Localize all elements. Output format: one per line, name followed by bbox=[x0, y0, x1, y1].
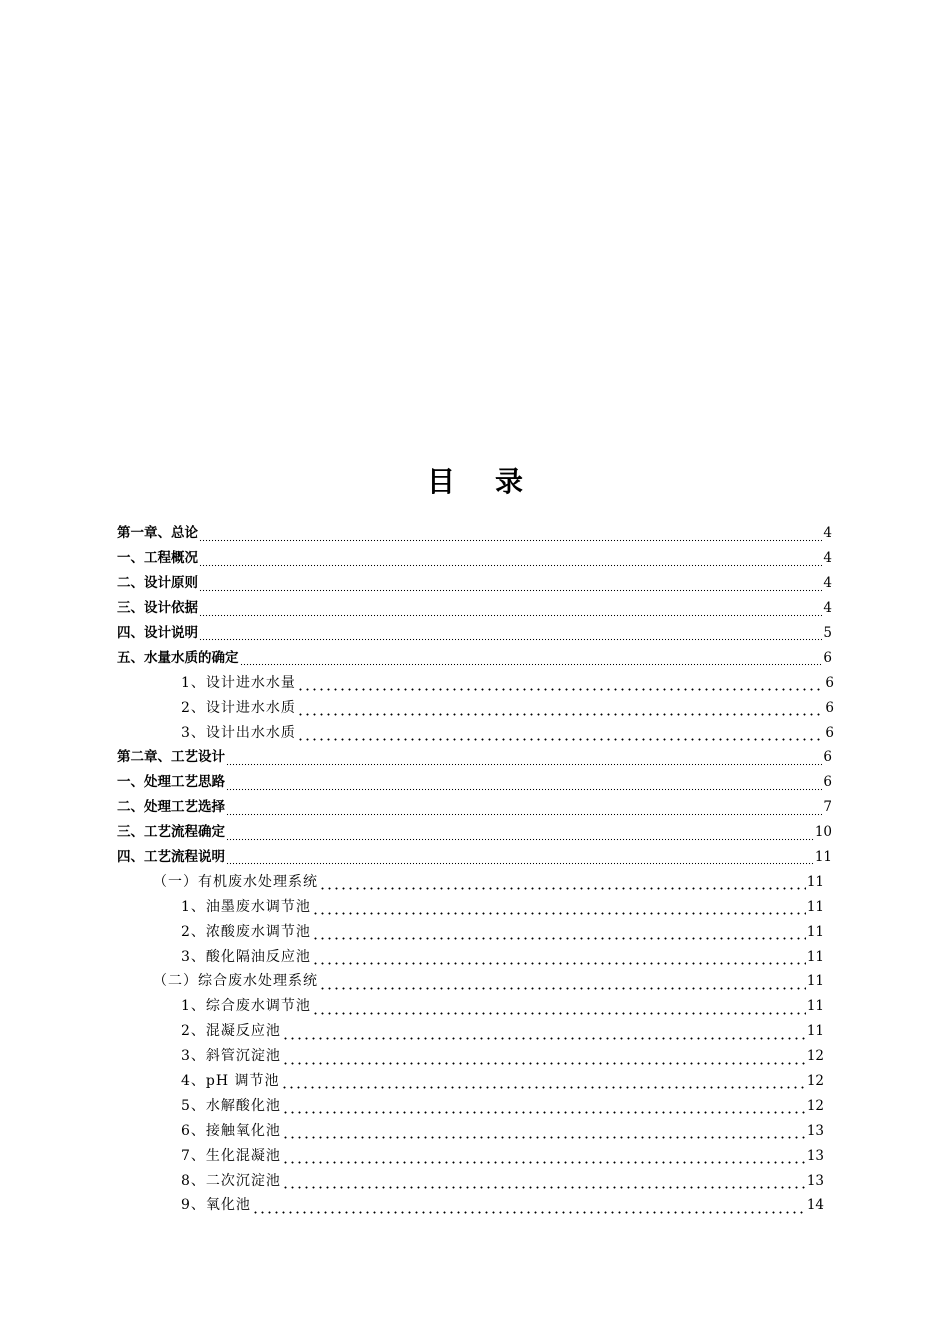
toc-entry-text: 一、处理工艺思路 bbox=[117, 774, 225, 791]
toc-entry-page: 12 bbox=[806, 1048, 824, 1065]
toc-leader-dots bbox=[297, 677, 824, 691]
toc-leader-dots bbox=[199, 578, 822, 592]
toc-entry-text: 6、接触氧化池 bbox=[181, 1122, 281, 1139]
toc-leader-dots bbox=[312, 951, 806, 965]
toc-entry-text: 二、处理工艺选择 bbox=[117, 799, 225, 816]
toc-entry-page: 13 bbox=[806, 1172, 824, 1189]
toc-entry[interactable] bbox=[0, 1093, 950, 1118]
toc-entry-page: 11 bbox=[806, 973, 824, 990]
toc-leader-dots bbox=[319, 976, 806, 990]
toc-title: 目录 bbox=[426, 465, 563, 498]
toc-entry-page: 11 bbox=[806, 1023, 824, 1040]
toc-entry[interactable] bbox=[0, 546, 950, 571]
toc-entry[interactable] bbox=[0, 944, 950, 969]
toc-entry[interactable] bbox=[0, 1019, 950, 1044]
toc-leader-dots bbox=[226, 752, 822, 766]
toc-entry[interactable] bbox=[0, 820, 950, 845]
toc-leader-dots bbox=[282, 1125, 806, 1139]
toc-entry[interactable] bbox=[0, 1069, 950, 1094]
toc-entry-text: 1、设计进水水量 bbox=[181, 674, 296, 691]
toc-entry[interactable] bbox=[0, 1168, 950, 1193]
toc-entry-page: 4 bbox=[823, 550, 832, 567]
toc-entry-text: 2、浓酸废水调节池 bbox=[181, 923, 311, 940]
toc-entry-page: 7 bbox=[823, 799, 832, 816]
toc-entry-page: 13 bbox=[806, 1122, 824, 1139]
toc-entry-page: 11 bbox=[806, 898, 824, 915]
toc-leader-dots bbox=[312, 1001, 806, 1015]
toc-entry-text: 三、工艺流程确定 bbox=[117, 824, 225, 841]
toc-entry-page: 6 bbox=[823, 749, 832, 766]
toc-entry-page: 4 bbox=[823, 600, 832, 617]
toc-entry[interactable] bbox=[0, 695, 950, 720]
toc-entry[interactable] bbox=[0, 770, 950, 795]
toc-leader-dots bbox=[282, 1026, 806, 1040]
toc-entry[interactable] bbox=[0, 571, 950, 596]
toc-entry-text: 9、氧化池 bbox=[181, 1197, 251, 1214]
toc-entry-page: 11 bbox=[814, 849, 832, 866]
toc-entry-text: 3、斜管沉淀池 bbox=[181, 1048, 281, 1065]
toc-entry-page: 5 bbox=[823, 625, 832, 641]
toc-entry[interactable] bbox=[0, 1118, 950, 1143]
toc-entry[interactable] bbox=[0, 596, 950, 621]
toc-leader-dots bbox=[199, 603, 822, 617]
toc-leader-dots bbox=[226, 827, 814, 841]
toc-entry-page: 11 bbox=[806, 998, 824, 1015]
toc-entry-text: 一、工程概况 bbox=[117, 550, 198, 567]
toc-entry-page: 6 bbox=[825, 724, 834, 741]
toc-entry[interactable] bbox=[0, 621, 950, 646]
toc-leader-dots bbox=[199, 553, 822, 567]
toc-entry-text: 1、综合废水调节池 bbox=[181, 998, 311, 1015]
toc-entry-text: 2、设计进水水质 bbox=[181, 699, 296, 716]
toc-list bbox=[0, 521, 950, 1218]
toc-entry-page: 6 bbox=[825, 699, 834, 716]
toc-entry-text: 7、生化混凝池 bbox=[181, 1147, 281, 1164]
toc-entry[interactable] bbox=[0, 670, 950, 695]
toc-entry[interactable] bbox=[0, 919, 950, 944]
toc-entry[interactable] bbox=[0, 645, 950, 670]
toc-entry[interactable] bbox=[0, 894, 950, 919]
toc-entry[interactable] bbox=[0, 1044, 950, 1069]
toc-entry-page: 11 bbox=[806, 948, 824, 965]
toc-leader-dots bbox=[297, 727, 824, 741]
toc-leader-dots bbox=[312, 926, 806, 940]
toc-entry-page: 12 bbox=[806, 1097, 824, 1114]
toc-leader-dots bbox=[281, 1075, 806, 1089]
toc-leader-dots bbox=[226, 802, 822, 816]
toc-leader-dots bbox=[319, 876, 806, 890]
toc-entry-text: 3、设计出水水质 bbox=[181, 724, 296, 741]
toc-entry-text: （二）综合废水处理系统 bbox=[153, 973, 318, 990]
toc-entry[interactable] bbox=[0, 745, 950, 770]
toc-entry-page: 11 bbox=[806, 873, 824, 890]
toc-leader-dots bbox=[297, 702, 824, 716]
toc-entry-page: 12 bbox=[806, 1073, 824, 1090]
toc-entry-text: （一）有机废水处理系统 bbox=[153, 873, 318, 890]
toc-leader-dots bbox=[282, 1175, 806, 1189]
toc-entry-text: 2、混凝反应池 bbox=[181, 1023, 281, 1040]
toc-entry-page: 13 bbox=[806, 1147, 824, 1164]
toc-leader-dots bbox=[226, 777, 822, 791]
toc-entry[interactable] bbox=[0, 869, 950, 894]
toc-entry-text: 8、二次沉淀池 bbox=[181, 1172, 281, 1189]
toc-entry-text: 4、pH 调节池 bbox=[181, 1073, 280, 1090]
toc-entry[interactable] bbox=[0, 845, 950, 870]
toc-entry-text: 四、工艺流程说明 bbox=[117, 849, 225, 866]
toc-entry-text: 1、油墨废水调节池 bbox=[181, 898, 311, 915]
toc-leader-dots bbox=[199, 528, 822, 542]
toc-entry-text: 五、水量水质的确定 bbox=[117, 649, 239, 666]
toc-entry-text: 3、酸化隔油反应池 bbox=[181, 948, 311, 965]
toc-entry-page: 6 bbox=[823, 774, 832, 791]
toc-entry-page: 6 bbox=[825, 674, 834, 691]
toc-entry-page: 4 bbox=[823, 525, 832, 542]
toc-leader-dots bbox=[282, 1100, 806, 1114]
toc-entry-text: 第二章、工艺设计 bbox=[117, 749, 225, 766]
toc-entry-text: 二、设计原则 bbox=[117, 575, 198, 592]
toc-entry-page: 10 bbox=[814, 824, 832, 841]
toc-leader-dots bbox=[199, 627, 822, 641]
toc-leader-dots bbox=[240, 652, 823, 666]
toc-entry-text: 四、设计说明 bbox=[117, 625, 198, 641]
toc-entry[interactable] bbox=[0, 1143, 950, 1168]
toc-leader-dots bbox=[312, 901, 806, 915]
toc-entry[interactable] bbox=[0, 795, 950, 820]
toc-entry[interactable] bbox=[0, 1193, 950, 1218]
toc-entry-page: 14 bbox=[806, 1197, 824, 1214]
toc-entry[interactable] bbox=[0, 969, 950, 994]
toc-leader-dots bbox=[226, 851, 814, 865]
toc-entry[interactable] bbox=[0, 521, 950, 546]
toc-entry-page: 4 bbox=[823, 575, 832, 592]
toc-entry-text: 第一章、总论 bbox=[117, 525, 198, 542]
toc-entry-page: 11 bbox=[806, 923, 824, 940]
toc-entry-text: 三、设计依据 bbox=[117, 600, 198, 617]
toc-leader-dots bbox=[282, 1051, 806, 1065]
toc-entry[interactable] bbox=[0, 994, 950, 1019]
toc-leader-dots bbox=[282, 1150, 806, 1164]
toc-entry-page: 6 bbox=[823, 649, 832, 666]
toc-entry[interactable] bbox=[0, 720, 950, 745]
toc-leader-dots bbox=[252, 1200, 806, 1214]
toc-entry-text: 5、水解酸化池 bbox=[181, 1097, 281, 1114]
